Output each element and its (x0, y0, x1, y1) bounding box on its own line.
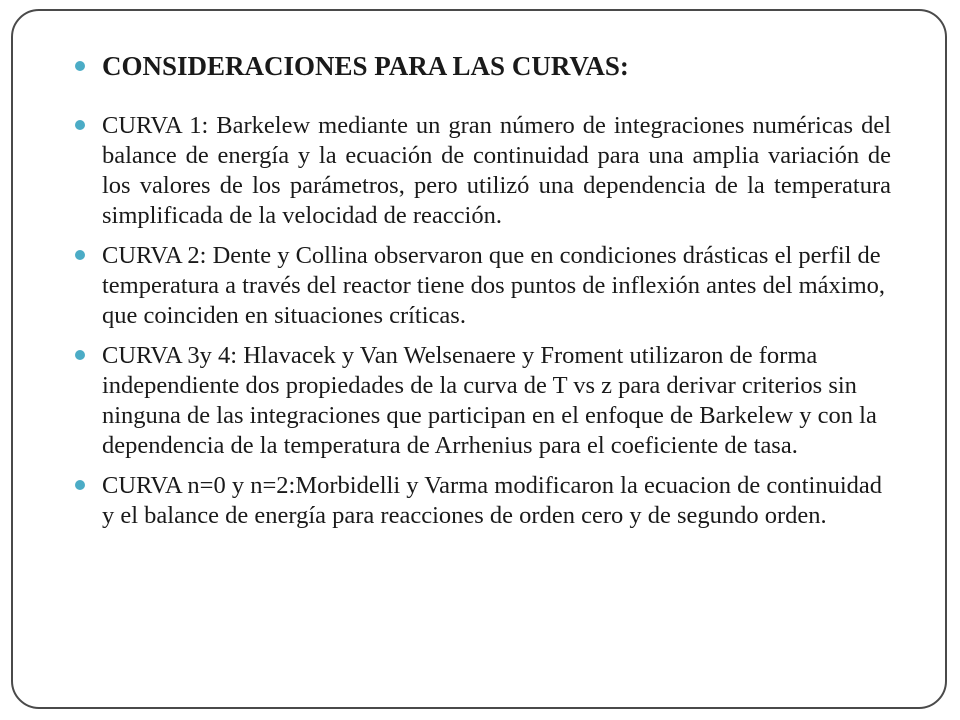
bullet-curva-3-4 (75, 341, 891, 461)
bullet-curva-1 (75, 111, 891, 231)
bullet-dot-icon (75, 480, 85, 490)
bullet-curva-2 (75, 241, 891, 331)
slide-content (75, 49, 891, 541)
slide-heading: CONSIDERACIONES PARA LAS CURVAS: (102, 51, 629, 81)
bullet-text: CURVA 2: Dente y Collina observaron que en condiciones drásticas el perfil de temperatura a través del reactor tiene dos puntos de inflexión antes del máximo, que coinciden en situaciones críticas. (102, 242, 886, 329)
slide-frame (11, 9, 947, 709)
bullet-curva-n (75, 471, 891, 531)
bullet-dot-icon (75, 120, 85, 130)
bullet-dot-icon (75, 61, 85, 71)
bullet-text: CURVA 1: Barkelew mediante un gran número de integraciones numéricas del balance de energía y la ecuación de continuidad para una amplia variación de los valores de los parámetros, pero utilizó una dependencia de la temperatura simplificada de la velocidad de reacción. (102, 112, 891, 229)
bullet-dot-icon (75, 250, 85, 260)
bullet-dot-icon (75, 350, 85, 360)
bullet-text: CURVA 3y 4: Hlavacek y Van Welsenaere y Froment utilizaron de forma independiente dos propiedades de la curva de T vs z para derivar criterios sin ninguna de las integraciones que participan en el enfoque de Barkelew y con la dependencia de la temperatura de Arrhenius para el coeficiente de tasa. (102, 342, 877, 459)
bullet-heading (75, 49, 891, 83)
bullet-text: CURVA n=0 y n=2:Morbidelli y Varma modificaron la ecuacion de continuidad y el balance de energía para reacciones de orden cero y de segundo orden. (102, 472, 883, 529)
